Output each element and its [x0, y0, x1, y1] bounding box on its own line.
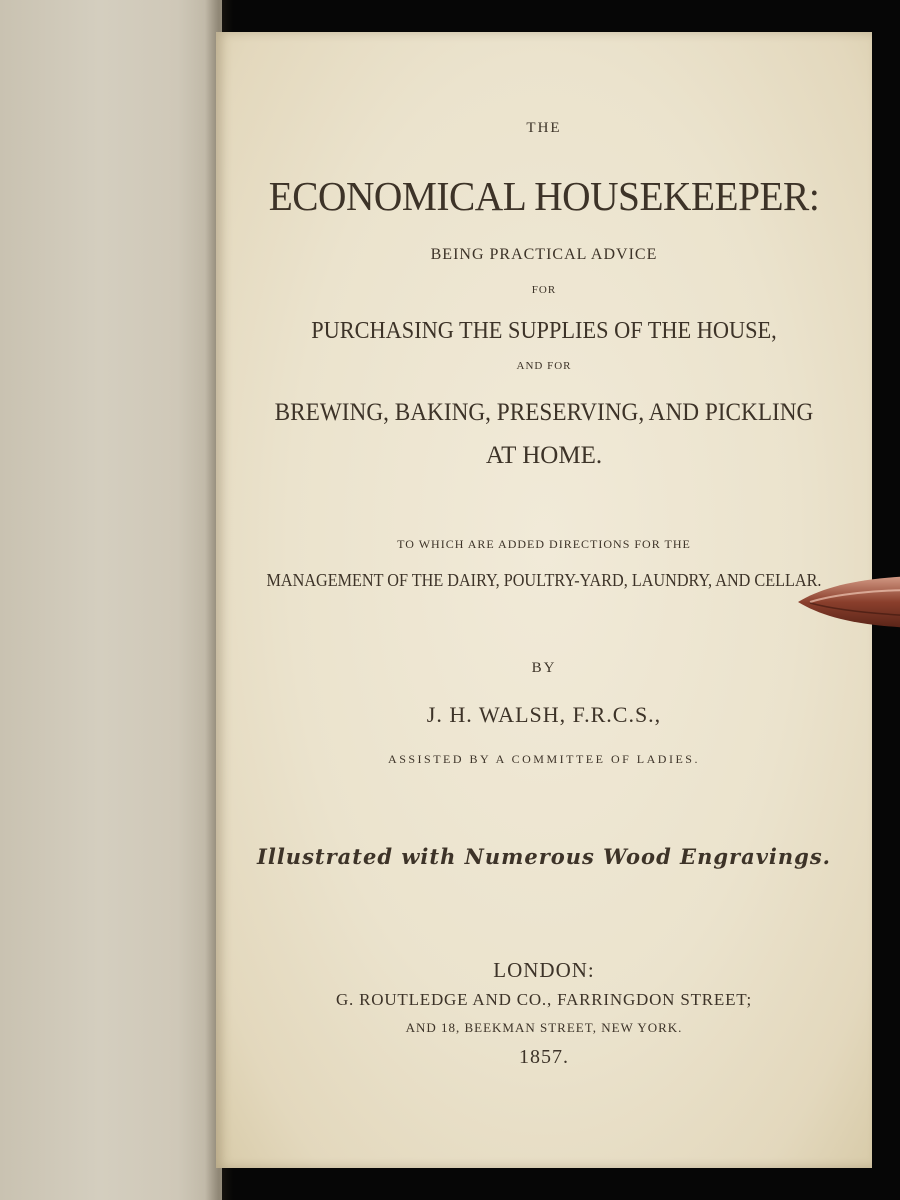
endpaper: [0, 0, 222, 1200]
subtitle-line-2: FOR: [531, 284, 557, 296]
subtitle-line-5: BREWING, BAKING, PRESERVING, AND PICKLING: [274, 399, 814, 426]
subtitle-line-4: AND FOR: [516, 360, 572, 372]
added-directions-line-2: MANAGEMENT OF THE DAIRY, POULTRY-YARD, LAUNDRY, AND CELLAR.: [266, 570, 822, 590]
imprint-publisher: G. ROUTLEDGE AND CO., FARRINGDON STREET;: [335, 990, 753, 1009]
imprint-year: 1857.: [519, 1046, 569, 1068]
added-directions-line-1: TO WHICH ARE ADDED DIRECTIONS FOR THE: [397, 537, 691, 551]
title-the: THE: [526, 120, 562, 136]
imprint-address: AND 18, BEEKMAN STREET, NEW YORK.: [405, 1020, 683, 1035]
author-name: J. H. WALSH, F.R.C.S.,: [426, 702, 662, 727]
subtitle-line-3: PURCHASING THE SUPPLIES OF THE HOUSE,: [311, 318, 777, 344]
book-title: ECONOMICAL HOUSEKEEPER:: [268, 173, 820, 219]
title-page: [216, 32, 872, 1168]
bookmark: [796, 572, 900, 632]
assisted-by: ASSISTED BY A COMMITTEE OF LADIES.: [388, 752, 700, 766]
subtitle-line-6: AT HOME.: [485, 442, 603, 469]
imprint-city: LONDON:: [493, 958, 595, 982]
illustrated-note: Illustrated with Numerous Wood Engravings.: [257, 844, 831, 869]
by-label: BY: [531, 660, 557, 676]
subtitle-line-1: BEING PRACTICAL ADVICE: [430, 246, 658, 263]
